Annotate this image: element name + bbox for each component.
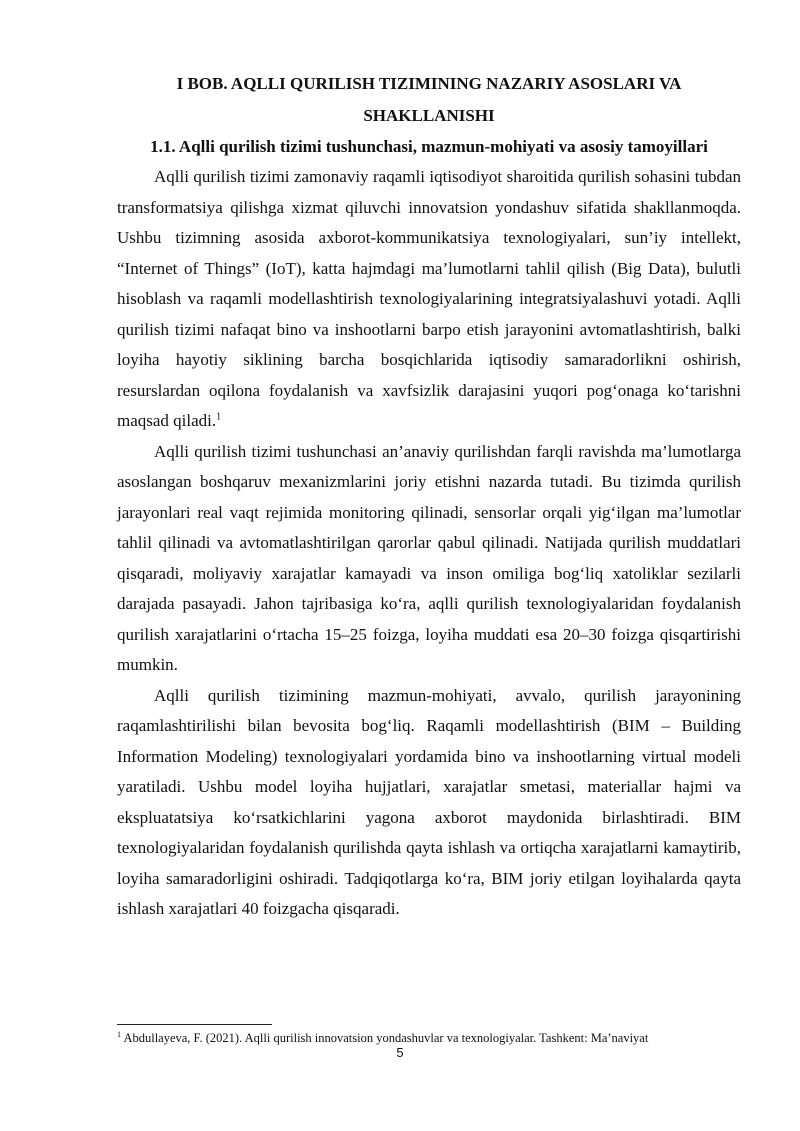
footnote-number: 1 [117, 1029, 121, 1039]
paragraph-2 [117, 437, 741, 681]
page-body [117, 68, 741, 925]
footnote-text: Abdullayeva, F. (2021). Aqlli qurilish innovatsion yondashuvlar va texnologiyalar. Tashkent: Ma’naviyat [123, 1031, 649, 1045]
footnote [117, 1031, 757, 1046]
paragraph-3 [117, 681, 741, 925]
paragraph-1-text: Aqlli qurilish tizimi zamonaviy raqamli iqtisodiyot sharoitida qurilish sohasini tubdan transformatsiya qilishga xizmat qiluvchi innovatsion yondashuv sifatida shakllanmoqda. Ushbu tizimning asosida axborot-kommunikatsiya texnologiyalari, sun’iy intellekt, “Internet of Things” (IoT), katta hajmdagi ma’lumotlarni tahlil qilish (Big Data), bulutli hisoblash va raqamli modellashtirish texnologiyalarining integratsiyalashuvi yotadi. Aqlli qurilish tizimi nafaqat bino va inshootlarni barpo etish jarayonini avtomatlashtirish, balki loyiha hayotiy siklining barcha bosqichlarida iqtisodiy samaradorlikni oshirish, resurslardan oqilona foydalanish va xavfsizlik darajasini yuqori pog‘onaga ko‘tarishni maqsad qiladi. [117, 167, 741, 430]
footnote-divider [117, 1024, 272, 1025]
page-number: 5 [396, 1045, 404, 1060]
paragraph-1 [117, 162, 741, 437]
paragraph-3-text: Aqlli qurilish tizimining mazmun-mohiyati, avvalo, qurilish jarayonining raqamlashtirilishi bilan bevosita bog‘liq. Raqamli modellashtirish (BIM – Building Information Modeling) texnologiyalari yordamida bino va inshootlarning virtual modeli yaratiladi. Ushbu model loyiha hujjatlari, xarajatlar smetasi, materiallar hajmi va ekspluatatsiya ko‘rsatkichlarini yagona axborot maydonida birlashtiradi. BIM texnologiyalaridan foydalanish qurilishda qayta ishlash va ortiqcha xarajatlarni kamaytirib, loyiha samaradorligini oshiradi. Tadqiqotlarga ko‘ra, BIM joriy etilgan loyihalarda qayta ishlash xarajatlari 40 foizgacha qisqaradi. [117, 685, 741, 918]
footnote-reference[interactable]: 1 [216, 411, 222, 423]
paragraph-2-text: Aqlli qurilish tizimi tushunchasi an’anaviy qurilishdan farqli ravishda ma’lumotlarga asoslangan boshqaruv mexanizmlarini joriy etishni nazarda tutadi. Bu tizimda qurilish jarayonlari real vaqt rejimida monitoring qilinadi, sensorlar orqali yig‘ilgan ma’lumotlar tahlil qilinadi va avtomatlashtirilgan qarorlar qabul qilinadi. Natijada qurilish muddatlari qisqaradi, moliyaviy xarajatlar kamayadi va inson omiliga bog‘liq xatoliklar sezilarli darajada pasayadi. Jahon tajribasiga ko‘ra, aqlli qurilish texnologiyalaridan foydalanish qurilish xarajatlarini o‘rtacha 15–25 foizga, loyiha muddati esa 20–30 foizga qisqartirishi mumkin. [117, 441, 741, 674]
section-title: 1.1. Aqlli qurilish tizimi tushunchasi, mazmun-mohiyati va asosiy tamoyillari [150, 137, 708, 156]
chapter-title: I BOB. AQLLI QURILISH TIZIMINING NAZARIY ASOSLARI VA SHAKLLANISHI [176, 74, 682, 125]
